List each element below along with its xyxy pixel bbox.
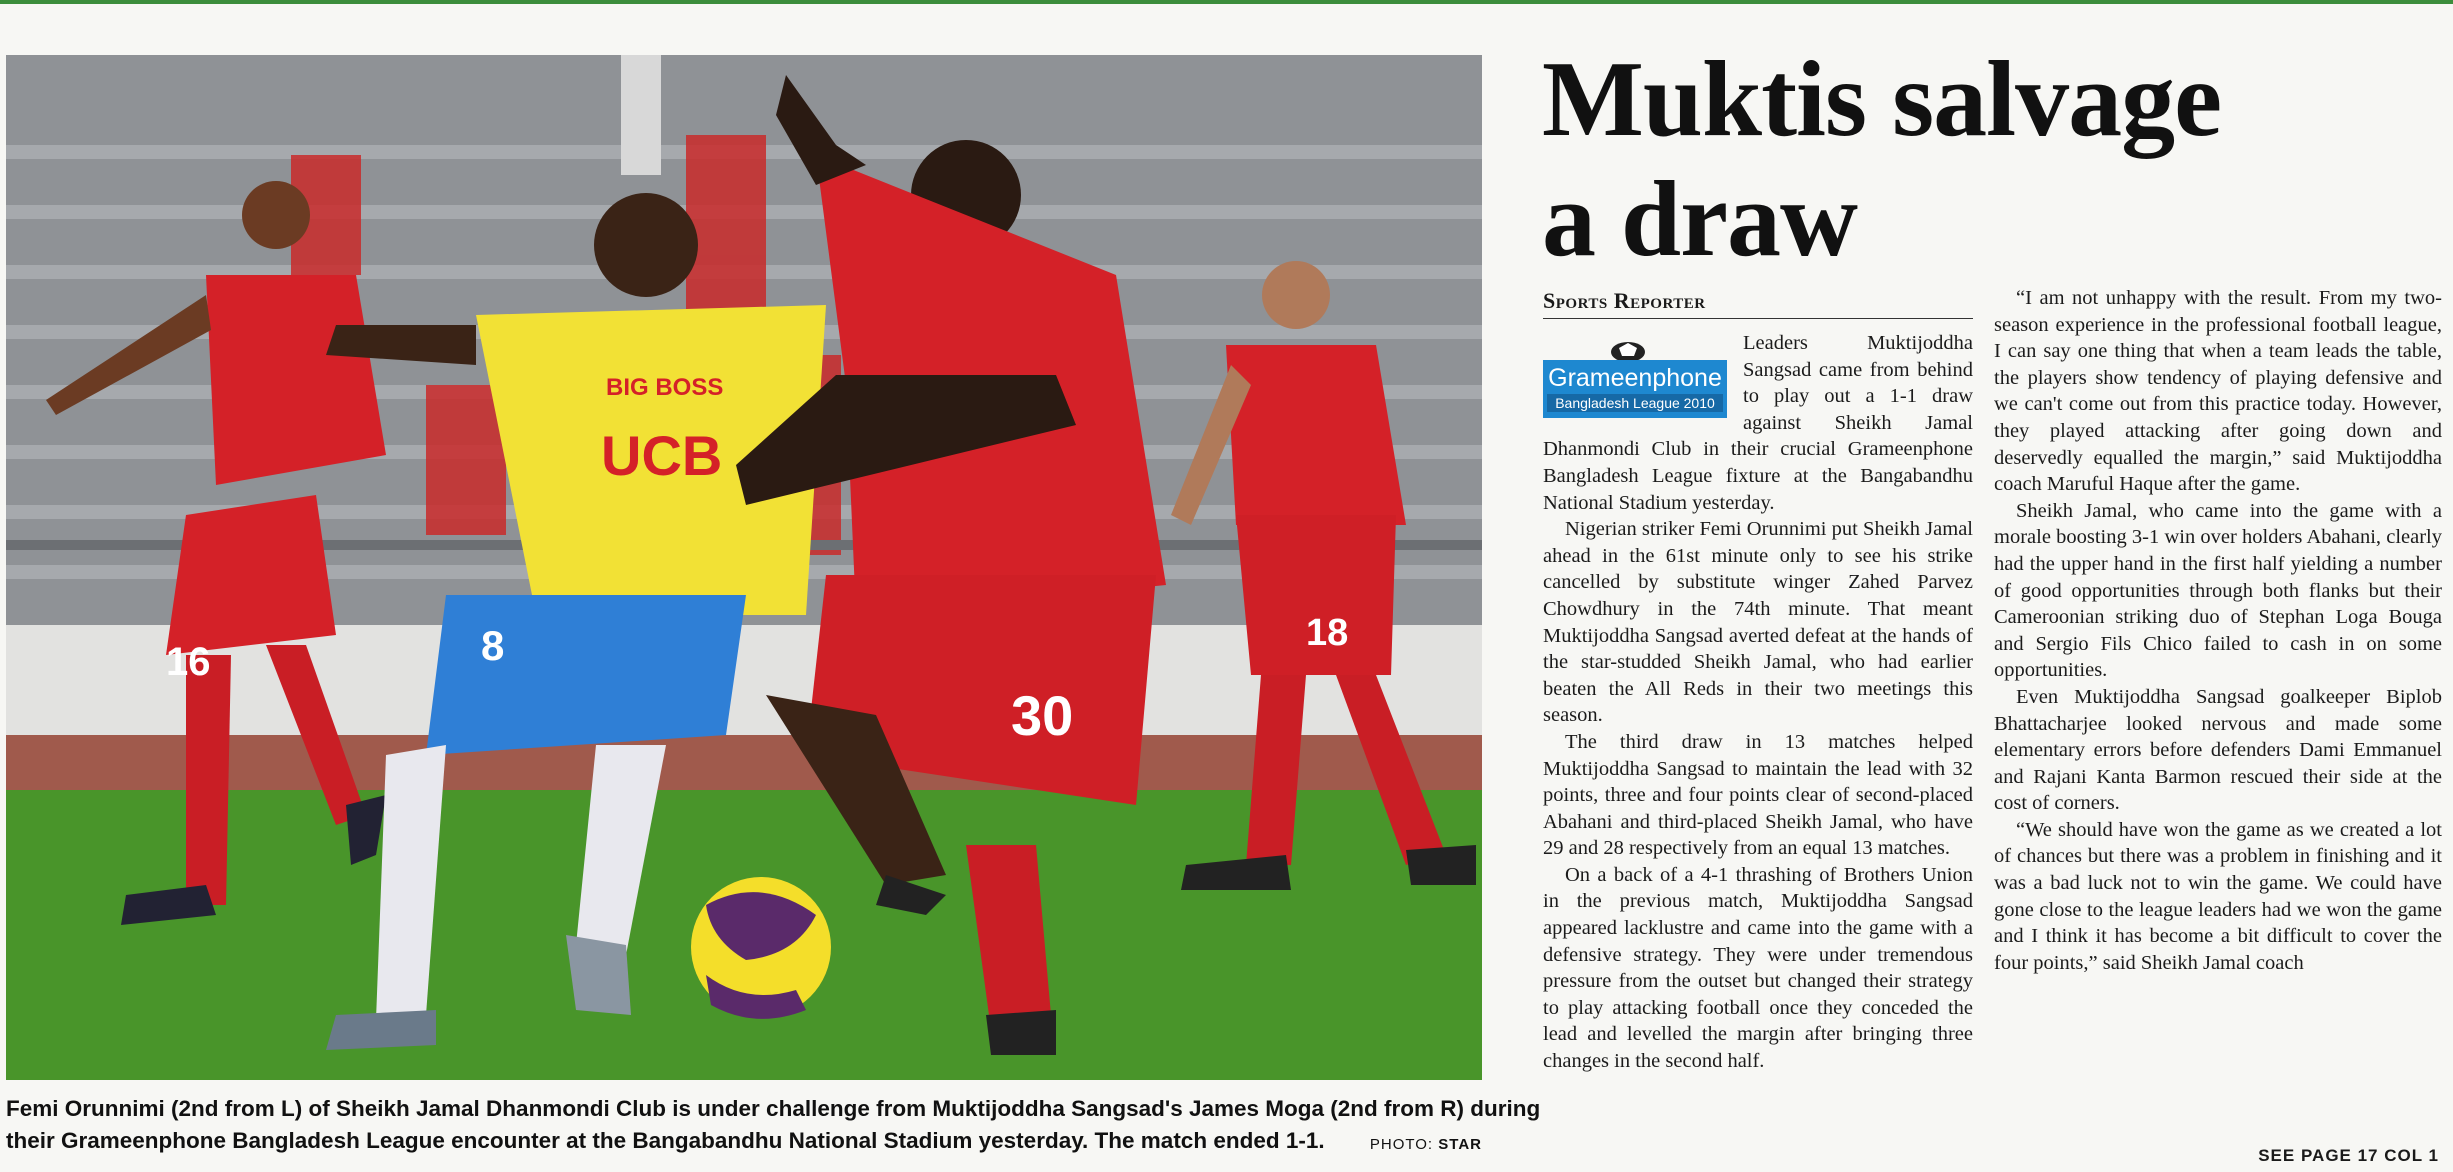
article-column-1 (1543, 330, 1973, 1160)
photo-credit (1370, 1129, 1482, 1161)
match-photo (6, 55, 1482, 1080)
shirt-number-16: 16 (166, 640, 211, 684)
article-column-2 (1994, 285, 2442, 1115)
league-logo (1543, 332, 1731, 422)
photo-credit-label: PHOTO: (1369, 1136, 1434, 1153)
paragraph: “I am not unhappy with the result. From my two-season experience in the professional football league, I can say one thing that when a team leads the table, the players show tendency of playing defensive and we can't come out from this practice today. However, they played attacking after going down and deservedly equalled the margin,” said Muktijoddha coach Maruful Haque after the game. (1994, 287, 2442, 496)
shirt-number-8: 8 (481, 622, 505, 669)
caption-line-2: their Grameenphone Bangladesh League encounter at the Bangabandhu National Stadium yesterday. The match ended 1-1. (6, 1128, 1325, 1153)
continuation-jump: SEE PAGE 17 COL 1 (2258, 1146, 2439, 1165)
logo-name: Grameenphone (1548, 364, 1722, 392)
photo-caption (6, 1093, 1541, 1163)
jersey-sponsor: UCB (601, 424, 723, 487)
jersey-sponsor-top: BIG BOSS (606, 374, 724, 401)
top-rule (0, 0, 2453, 4)
headline (1542, 40, 2422, 280)
shirt-number-18: 18 (1306, 612, 1349, 654)
shirt-number-30: 30 (1011, 684, 1074, 747)
paragraph: Leaders Muktijoddha Sangsad came from behind to play out a 1-1 draw against Sheikh Jamal Dhanmondi Club in their crucial Grameenphone Bangladesh League fixture at the Bangabandhu National Stadium yesterday. (1543, 332, 1973, 514)
paragraph: Sheikh Jamal, who came into the game with a morale boosting 3-1 win over holders Abahani, clearly had the upper hand in the first half yielding a number of good opportunities through both flanks but their Cameroonian striking duo of Stephan Loga Bouga and Sergio Fils Chico failed to cash in on some opportunities. (1994, 499, 2442, 682)
football-icon (1609, 334, 1647, 360)
byline: Sports Reporter (1543, 288, 1973, 319)
paragraph: “We should have won the game as we created a lot of chances but there was a problem in finishing and it was a bad luck not to win the game. We could have gone close to the league leaders had we won the game and I think it has become a bit difficult to cover the four points,” said Sheikh Jamal coach (1994, 818, 2442, 974)
logo-sub: Bangladesh League 2010 (1547, 394, 1723, 412)
paragraph: The third draw in 13 matches helped Muktijoddha Sangsad to maintain the lead with 32 points, three and four points clear of second-placed Abahani and third-placed Sheikh Jamal, who have 29 and 28 respectively from an equal 13 matches. (1543, 730, 1973, 860)
headline-line-2: a draw (1542, 160, 1857, 279)
photo-credit-source: STAR (1438, 1136, 1482, 1153)
headline-line-1: Muktis salvage (1542, 40, 2222, 159)
caption-line-1: Femi Orunnimi (2nd from L) of Sheikh Jamal Dhanmondi Club is under challenge from Muktijoddha Sangsad's James Moga (2nd from R) during (6, 1096, 1541, 1121)
paragraph: On a back of a 4-1 thrashing of Brothers Union in the previous match, Muktijoddha Sangsad appeared lacklustre and came into the game with a defensive strategy. They were under tremendous pressure from the outset but changed their strategy to play attacking football once they conceded the lead and levelled the margin after bringing three changes in the second half. (1543, 863, 1973, 1073)
paragraph: Even Muktijoddha Sangsad goalkeeper Biplob Bhattacharjee looked nervous and made some elementary errors before defenders Dami Emmanuel and Rajani Kanta Barmon rescued their side at the cost of corners. (1994, 685, 2442, 815)
paragraph: Nigerian striker Femi Orunnimi put Sheikh Jamal ahead in the 61st minute only to see his strike cancelled by substitute winger Zahed Parvez Chowdhury in the 74th minute. That meant Muktijoddha Sangsad averted defeat at the hands of the star-studded Sheikh Jamal, who had earlier beaten the All Reds in their two meetings this season. (1543, 518, 1973, 727)
